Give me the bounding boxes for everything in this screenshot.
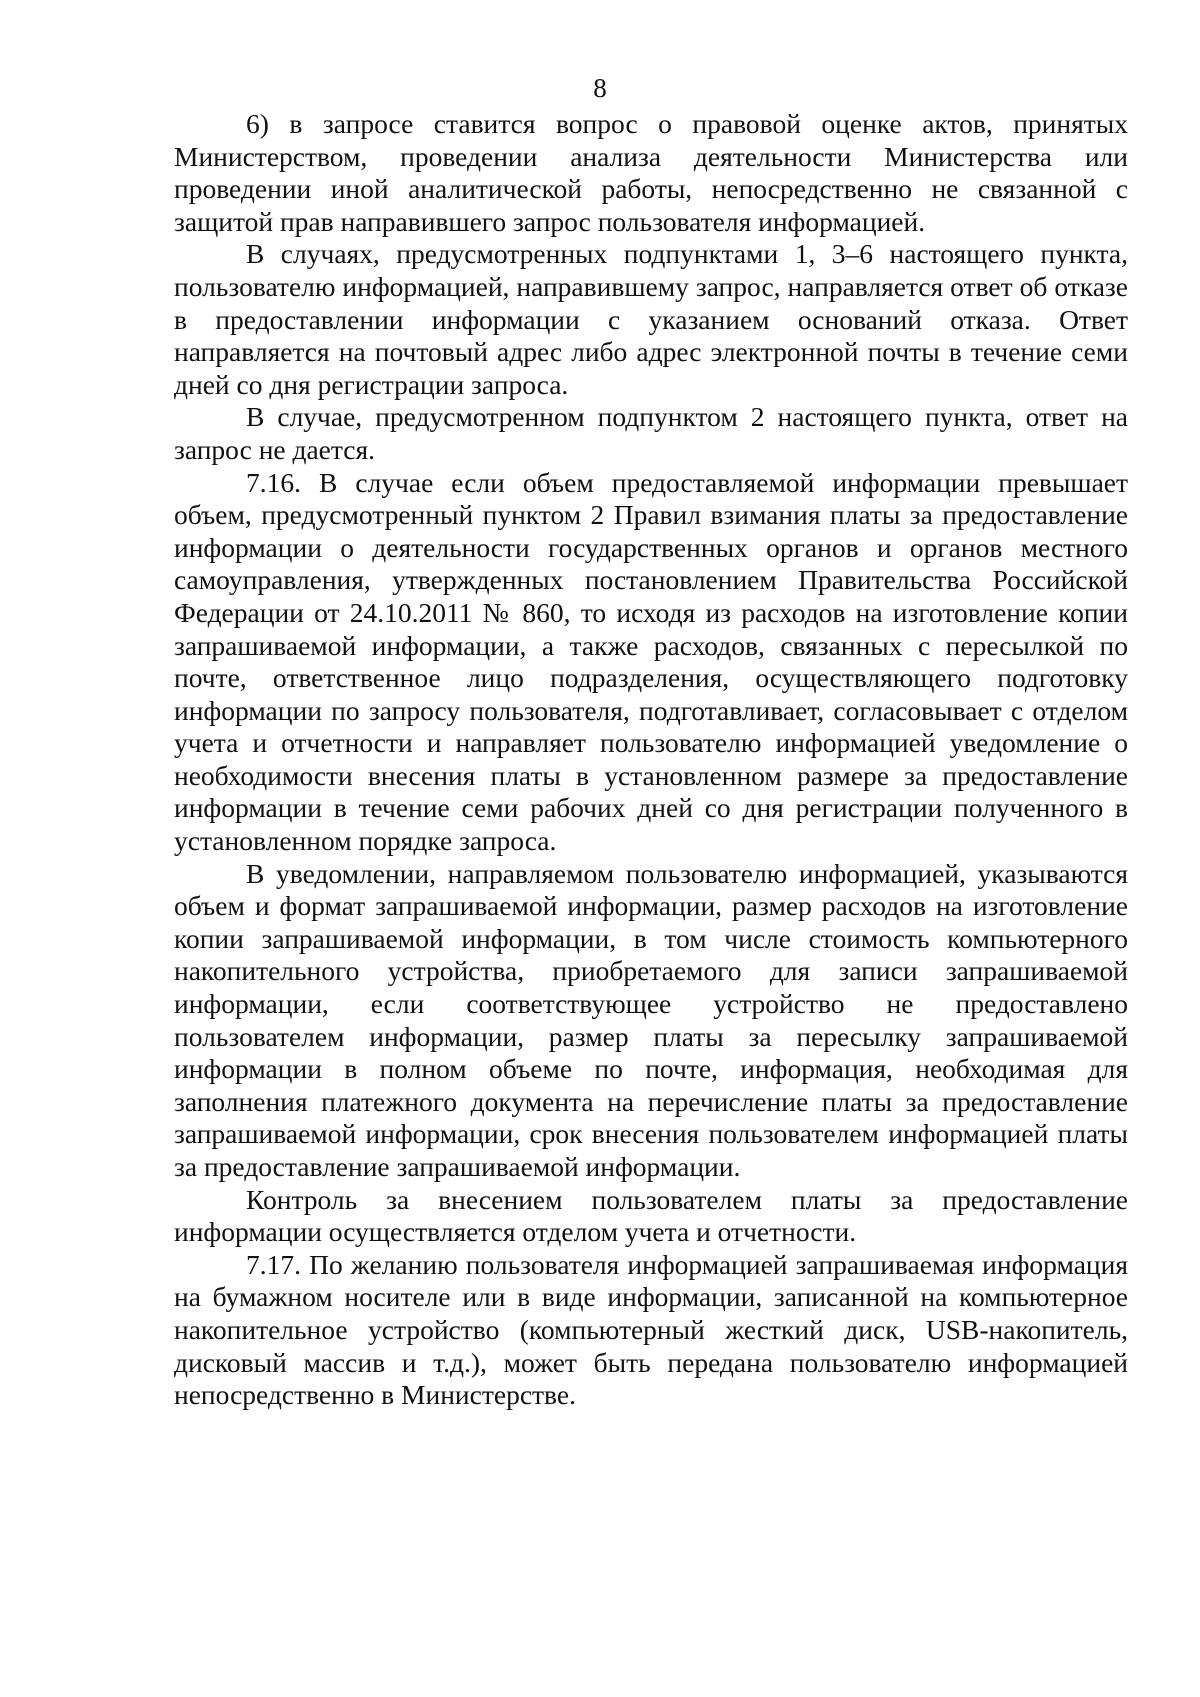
document-body: [174, 108, 1128, 1412]
paragraph-clause-7-17: 7.17. По желанию пользователя информацией запрашиваемая информация на бумажном носителе или в виде информации, записанной на компьютерное накопительное устройство (компьютерный жесткий диск, USB-накопитель, дисковый массив и т.д.), может быть передана пользователю информацией непосредственно в Министерстве.: [174, 1248, 1128, 1411]
paragraph-payment-control: Контроль за внесением пользователем платы за предоставление информации осуществляется отделом учета и отчетности.: [174, 1183, 1128, 1248]
paragraph-notification-content: В уведомлении, направляемом пользователю информацией, указываются объем и формат запрашиваемой информации, размер расходов на изготовление копии запрашиваемой информации, в том числе стоимость компьютерного накопительного устройства, приобретаемого для записи запрашиваемой информации, если соответствующее устройство не предоставлено пользователем информации, размер платы за пересылку запрашиваемой информации в полном объеме по почте, информация, необходимая для заполнения платежного документа на перечисление платы за предоставление запрашиваемой информации, срок внесения пользователем информацией платы за предоставление запрашиваемой информации.: [174, 857, 1128, 1182]
paragraph-item-6: 6) в запросе ставится вопрос о правовой оценке актов, принятых Министерством, проведении анализа деятельности Министерства или проведении иной аналитической работы, непосредственно не связанной с защитой прав направившего запрос пользователя информацией.: [174, 108, 1128, 237]
paragraph-refusal-cases: В случаях, предусмотренных подпунктами 1, 3–6 настоящего пункта, пользователю информацией, направившему запрос, направляется ответ об отказе в предоставлении информации с указанием оснований отказа. Ответ направляется на почтовый адрес либо адрес электронной почты в течение семи дней со дня регистрации запроса.: [174, 238, 1128, 400]
paragraph-no-answer-case: В случае, предусмотренном подпунктом 2 настоящего пункта, ответ на запрос не дается.: [174, 401, 1128, 465]
paragraph-clause-7-16: 7.16. В случае если объем предоставляемой информации превышает объем, предусмотренный пунктом 2 Правил взимания платы за предоставление информации о деятельности государственных органов и органов местного самоуправления, утвержденных постановлением Правительства Российской Федерации от 24.10.2011 № 860, то исходя из расходов на изготовление копии запрашиваемой информации, а также расходов, связанных с пересылкой по почте, ответственное лицо подразделения, осуществляющего подготовку информации по запросу пользователя, подготавливает, согласовывает с отделом учета и отчетности и направляет пользователю информацией уведомление о необходимости внесения платы в установленном размере за предоставление информации в течение семи рабочих дней со дня регистрации полученного в установленном порядке запроса.: [174, 466, 1128, 857]
page-number: 8: [593, 73, 607, 103]
